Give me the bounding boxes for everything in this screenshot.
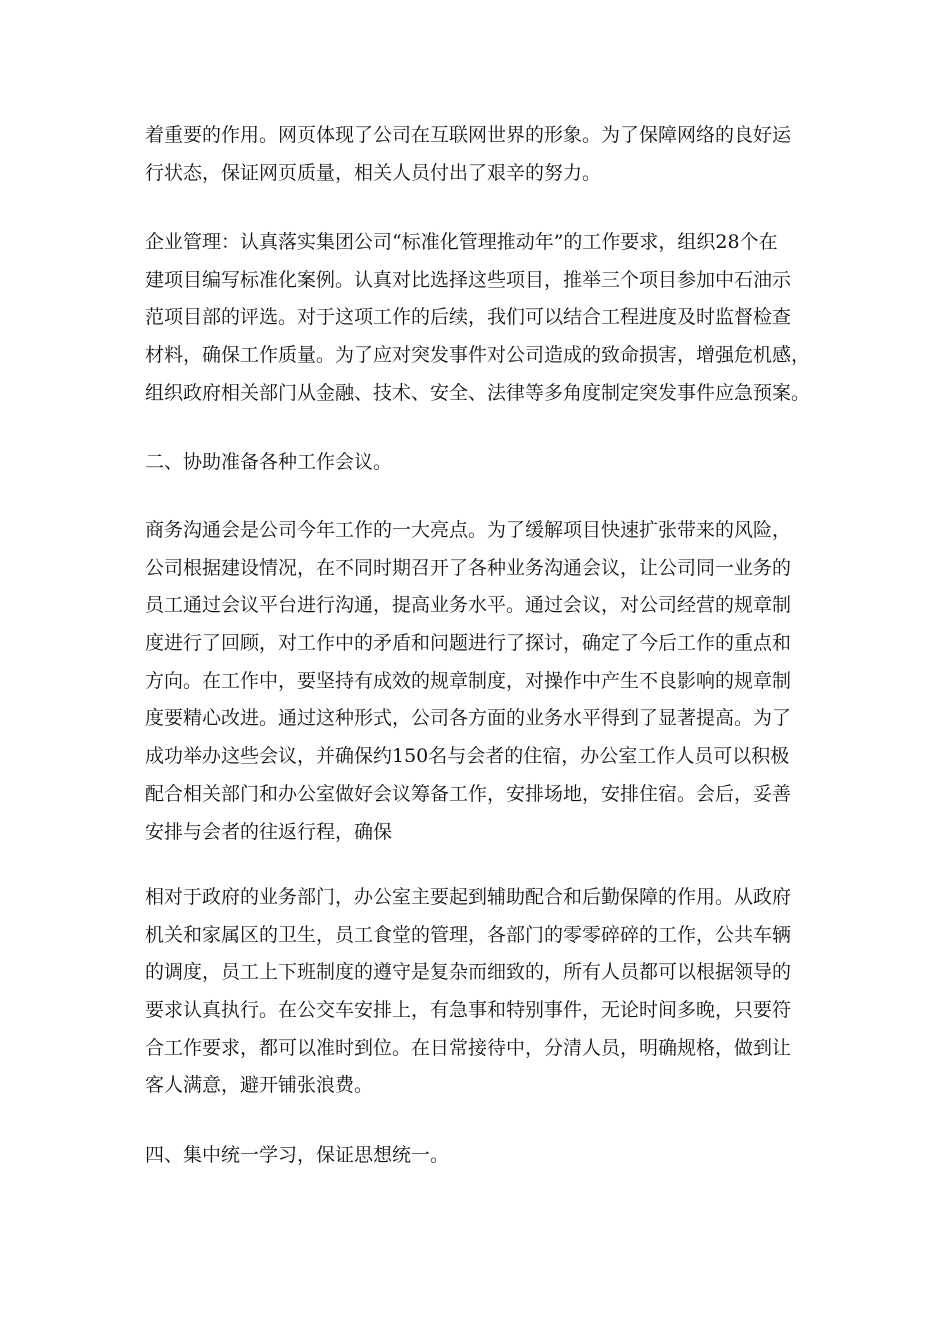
text-line: 相对于政府的业务部门，办公室主要起到辅助配合和后勤保障的作用。从政府 (145, 886, 792, 908)
text-line: 着重要的作用。网页体现了公司在互联网世界的形象。为了保障网络的良好运 (145, 124, 792, 146)
text-line: 度进行了回顾，对工作中的矛盾和问题进行了探讨，确定了今后工作的重点和 (145, 632, 792, 655)
text-line: 企业管理：认真落实集团公司“标准化管理推动年”的工作要求，组织28个在 (145, 231, 778, 253)
text-line: 建项目编写标准化案例。认真对比选择这些项目，推举三个项目参加中石油示 (145, 268, 792, 291)
text-line: 合工作要求，都可以准时到位。在日常接待中，分清人员，明确规格，做到让 (145, 1036, 792, 1059)
text-line: 客人满意，避开铺张浪费。 (145, 1074, 374, 1097)
paragraph-office-support (145, 879, 813, 1105)
text-line: 机关和家属区的卫生，员工食堂的管理，各部门的零零碎碎的工作，公共车辆 (145, 923, 792, 946)
text-line: 范项目部的评选。对于这项工作的后续，我们可以结合工程进度及时监督检查 (145, 306, 792, 329)
text-line: 方向。在工作中，要坚持有成效的规章制度，对操作中产生不良影响的规章制 (145, 669, 792, 692)
text-line: 四、集中统一学习，保证思想统一。 (145, 1144, 450, 1166)
text-line: 成功举办这些会议，并确保约150名与会者的住宿，办公室工作人员可以积极 (145, 745, 790, 768)
text-line: 员工通过会议平台进行沟通，提高业务水平。通过会议，对公司经营的规章制 (145, 594, 792, 617)
text-line: 要求认真执行。在公交车安排上，有急事和特别事件，无论时间多晚，只要符 (145, 999, 792, 1022)
text-line: 组织政府相关部门从金融、技术、安全、法律等多角度制定突发事件应急预案。 (145, 381, 811, 404)
paragraph-business-meetings (145, 512, 813, 851)
text-line: 行状态，保证网页质量，相关人员付出了艰辛的努力。 (145, 161, 602, 184)
text-line: 的调度，员工上下班制度的遵守是复杂而细致的，所有人员都可以根据领导的 (145, 961, 792, 984)
section-heading-meetings (145, 444, 813, 482)
text-line: 安排与会者的往返行程，确保 (145, 820, 393, 843)
text-line: 配合相关部门和办公室做好会议筹备工作，安排场地，安排住宿。会后，妥善 (145, 782, 792, 805)
paragraph-enterprise-management (145, 224, 813, 412)
text-line: 度要精心改进。通过这种形式，公司各方面的业务水平得到了显著提高。为了 (145, 707, 792, 730)
text-line: 公司根据建设情况，在不同时期召开了各种业务沟通会议，让公司同一业务的 (145, 556, 792, 579)
text-line: 商务沟通会是公司今年工作的一大亮点。为了缓解项目快速扩张带来的风险， (145, 519, 792, 541)
text-line: 材料，确保工作质量。为了应对突发事件对公司造成的致命损害，增强危机感， (145, 344, 811, 367)
text-line: 二、协助准备各种工作会议。 (145, 451, 393, 473)
section-heading-study (145, 1137, 813, 1175)
paragraph-website-summary (145, 117, 813, 192)
